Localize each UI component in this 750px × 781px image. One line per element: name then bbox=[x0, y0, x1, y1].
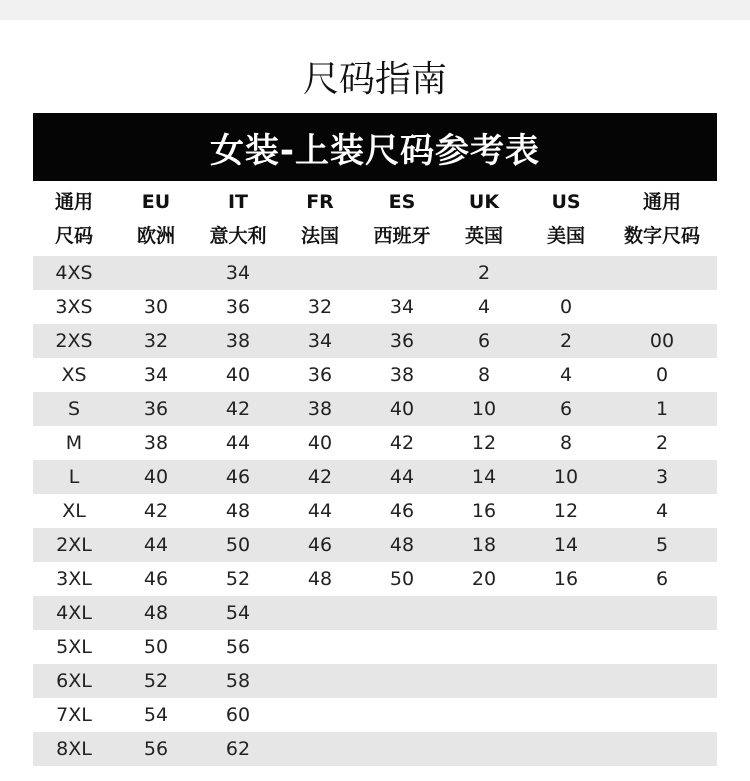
table-row bbox=[33, 494, 717, 528]
table-cell: M bbox=[65, 432, 83, 454]
table-cell: 58 bbox=[225, 670, 251, 692]
table-cell: L bbox=[68, 466, 80, 488]
table-cell: 56 bbox=[143, 738, 169, 760]
table-row bbox=[33, 698, 717, 732]
table-cell: 40 bbox=[225, 364, 251, 386]
table-cell: 46 bbox=[389, 500, 415, 522]
table-cell: 46 bbox=[143, 568, 169, 590]
table-cell: 1 bbox=[655, 398, 669, 420]
table-cell: 48 bbox=[143, 602, 169, 624]
table-cell: 34 bbox=[389, 296, 415, 318]
table-cell: 6 bbox=[477, 330, 491, 352]
table-cell: 36 bbox=[225, 296, 251, 318]
table-cell: 42 bbox=[307, 466, 333, 488]
table-cell: 32 bbox=[307, 296, 333, 318]
table-cell: 48 bbox=[307, 568, 333, 590]
table-cell: 00 bbox=[649, 330, 675, 352]
table-cell: 38 bbox=[307, 398, 333, 420]
header-cell: UK 英国 bbox=[464, 191, 503, 247]
table-cell: 40 bbox=[143, 466, 169, 488]
table-cell: 38 bbox=[225, 330, 251, 352]
table-cell: 34 bbox=[143, 364, 169, 386]
table-banner bbox=[33, 113, 717, 181]
header-cell: US 美国 bbox=[546, 191, 585, 247]
table-cell: 44 bbox=[143, 534, 169, 556]
table-cell: 6 bbox=[559, 398, 573, 420]
table-cell: 36 bbox=[307, 364, 333, 386]
top-band bbox=[0, 0, 750, 20]
table-cell: 16 bbox=[471, 500, 497, 522]
header-cell: ES 西班牙 bbox=[373, 191, 431, 247]
table-cell: 4XS bbox=[55, 262, 93, 284]
table-cell: 34 bbox=[307, 330, 333, 352]
table-cell: 40 bbox=[307, 432, 333, 454]
table-cell: 40 bbox=[389, 398, 415, 420]
table-row bbox=[33, 596, 717, 630]
table-row bbox=[33, 324, 717, 358]
table-row bbox=[33, 358, 717, 392]
table-cell: 36 bbox=[389, 330, 415, 352]
table-cell: 50 bbox=[143, 636, 169, 658]
table-cell: 12 bbox=[553, 500, 579, 522]
table-row bbox=[33, 562, 717, 596]
table-row bbox=[33, 664, 717, 698]
header-cell: FR 法国 bbox=[300, 191, 339, 247]
header-cell: 通用 尺码 bbox=[54, 191, 93, 247]
table-cell: 14 bbox=[553, 534, 579, 556]
table-cell: 4 bbox=[559, 364, 573, 386]
table-cell: 5XL bbox=[56, 636, 92, 658]
table-row bbox=[33, 392, 717, 426]
table-cell: XS bbox=[61, 364, 87, 386]
table-cell: 0 bbox=[655, 364, 669, 386]
table-cell: 4 bbox=[477, 296, 491, 318]
table-cell: 46 bbox=[307, 534, 333, 556]
table-cell: 2XL bbox=[56, 534, 92, 556]
table-row bbox=[33, 460, 717, 494]
size-table bbox=[33, 182, 717, 766]
table-cell: 2 bbox=[655, 432, 669, 454]
table-body bbox=[33, 256, 717, 766]
table-cell: 8 bbox=[477, 364, 491, 386]
table-row bbox=[33, 290, 717, 324]
table-row bbox=[33, 732, 717, 766]
table-cell: 2XS bbox=[55, 330, 93, 352]
table-cell: 16 bbox=[553, 568, 579, 590]
table-cell: S bbox=[67, 398, 81, 420]
table-cell: 42 bbox=[225, 398, 251, 420]
table-row bbox=[33, 630, 717, 664]
table-cell: 8XL bbox=[56, 738, 92, 760]
table-cell: 10 bbox=[553, 466, 579, 488]
table-cell: 36 bbox=[143, 398, 169, 420]
table-cell: 50 bbox=[389, 568, 415, 590]
table-cell: 7XL bbox=[56, 704, 92, 726]
table-cell: 42 bbox=[143, 500, 169, 522]
table-row bbox=[33, 426, 717, 460]
table-cell: 48 bbox=[225, 500, 251, 522]
table-row bbox=[33, 256, 717, 290]
table-cell: 3XL bbox=[56, 568, 92, 590]
table-cell: 4XL bbox=[56, 602, 92, 624]
header-cell: IT 意大利 bbox=[209, 191, 267, 247]
table-header-row bbox=[33, 182, 717, 256]
table-cell: 2 bbox=[477, 262, 491, 284]
table-cell: 52 bbox=[143, 670, 169, 692]
table-cell: 46 bbox=[225, 466, 251, 488]
table-cell: 2 bbox=[559, 330, 573, 352]
table-cell: 52 bbox=[225, 568, 251, 590]
table-cell: 50 bbox=[225, 534, 251, 556]
table-cell: 30 bbox=[143, 296, 169, 318]
table-cell: 8 bbox=[559, 432, 573, 454]
table-cell: 54 bbox=[225, 602, 251, 624]
table-cell: 6 bbox=[655, 568, 669, 590]
table-cell: 10 bbox=[471, 398, 497, 420]
table-cell: 38 bbox=[389, 364, 415, 386]
table-cell: 48 bbox=[389, 534, 415, 556]
table-cell: XL bbox=[62, 500, 86, 522]
table-cell: 34 bbox=[225, 262, 251, 284]
table-cell: 12 bbox=[471, 432, 497, 454]
table-cell: 60 bbox=[225, 704, 251, 726]
table-cell: 44 bbox=[389, 466, 415, 488]
table-cell: 3 bbox=[655, 466, 669, 488]
table-cell: 20 bbox=[471, 568, 497, 590]
table-cell: 14 bbox=[471, 466, 497, 488]
table-cell: 42 bbox=[389, 432, 415, 454]
header-cell: EU 欧洲 bbox=[136, 191, 175, 247]
page-title: 尺码指南 bbox=[302, 59, 447, 100]
table-cell: 6XL bbox=[56, 670, 92, 692]
table-cell: 62 bbox=[225, 738, 251, 760]
banner-title: 女装-上装尺码参考表 bbox=[209, 130, 541, 171]
table-cell: 0 bbox=[559, 296, 573, 318]
table-cell: 18 bbox=[471, 534, 497, 556]
header-cell: 通用 数字尺码 bbox=[623, 191, 700, 247]
table-cell: 38 bbox=[143, 432, 169, 454]
table-cell: 5 bbox=[655, 534, 669, 556]
table-cell: 54 bbox=[143, 704, 169, 726]
table-cell: 3XS bbox=[55, 296, 93, 318]
table-cell: 56 bbox=[225, 636, 251, 658]
table-cell: 32 bbox=[143, 330, 169, 352]
table-row bbox=[33, 528, 717, 562]
table-cell: 44 bbox=[307, 500, 333, 522]
table-cell: 4 bbox=[655, 500, 669, 522]
table-cell: 44 bbox=[225, 432, 251, 454]
